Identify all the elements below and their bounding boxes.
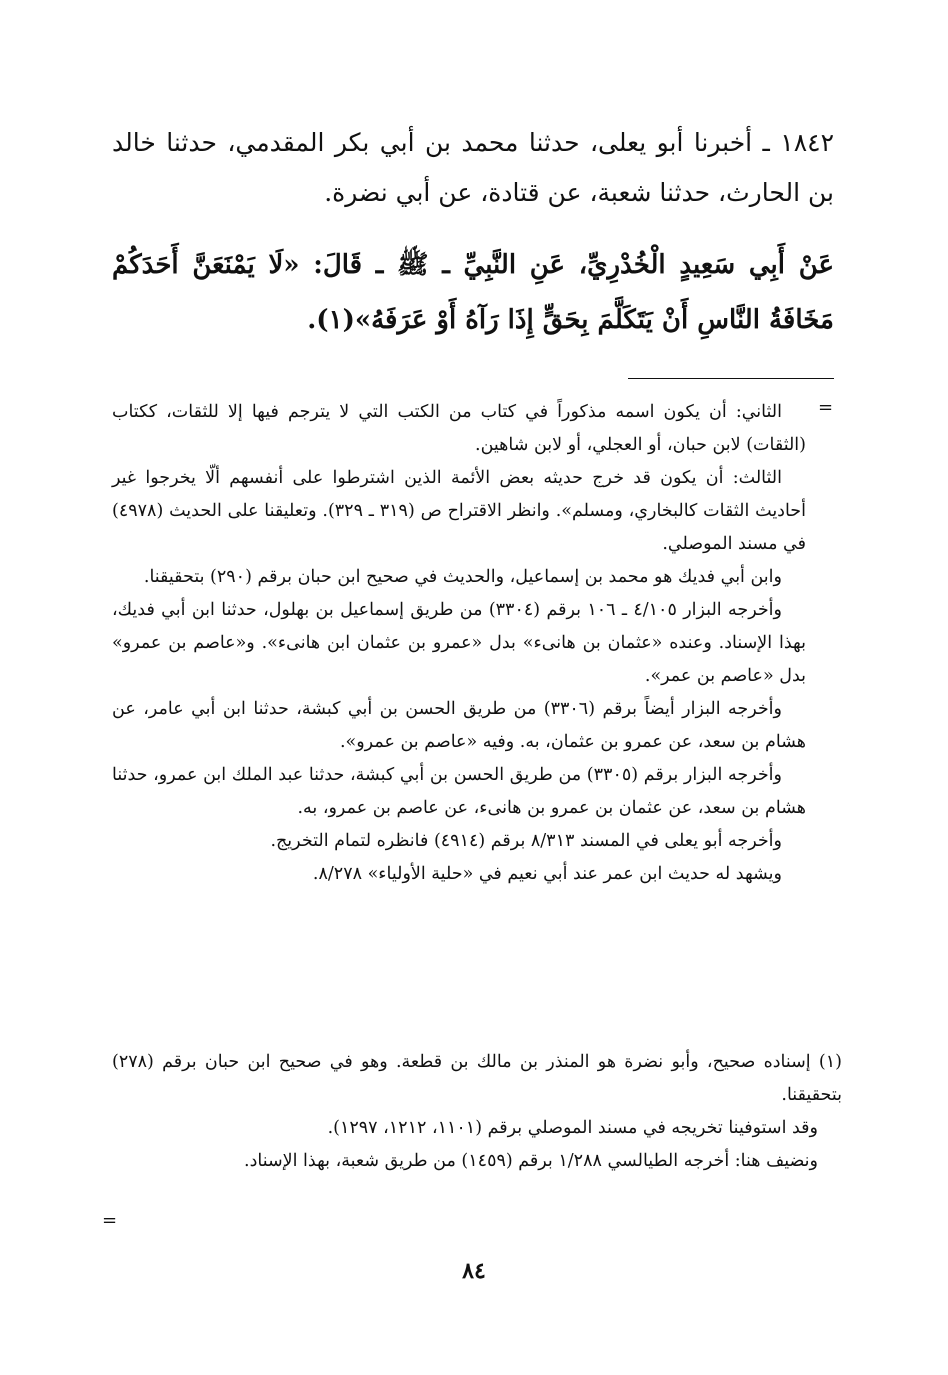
footnote-1 (112, 1046, 842, 1178)
footnote-paragraph: وأخرجه البزار أيضاً برقم (٣٣٠٦) من طريق الحسن بن أبي كبشة، حدثنا ابن أبي عامر، عن هشام بن سعد، عن عمرو بن عثمان، به. وفيه «عاصم بن عمرو». (112, 699, 806, 752)
footnote-1-paragraph: ونضيف هنا: أخرجه الطيالسي ١/٢٨٨ برقم (١٤٥٩) من طريق شعبة، بهذا الإسناد. (244, 1151, 818, 1171)
footnote-paragraph: وابن أبي فديك هو محمد بن إسماعيل، والحديث في صحيح ابن حبان برقم (٢٩٠) بتحقيقنا. (143, 567, 782, 587)
footnotes-continued (112, 396, 806, 891)
footnote-paragraph: وأخرجه البزار ٤/١٠٥ ـ ١٠٦ برقم (٣٣٠٤) من طريق إسماعيل بن بهلول، حدثنا ابن أبي فديك، بهذا الإسناد. وعنده «عثمان بن هانىء» بدل «عمرو بن عثمان ابن هانىء». و«عاصم بن عمرو» بدل «عاصم بن عمر». (112, 600, 806, 686)
hadith-matn: عَنْ أَبِي سَعِيدٍ الْخُدْرِيِّ، عَنِ النَّبِيِّ ـ ﷺ ـ قَالَ: «لَا يَمْنَعَنَّ أَحَدَكُمْ مَخَافَةُ النَّاسِ أَنْ يَتَكَلَّمَ بِحَقٍّ إِذَا رَآهُ أَوْ عَرَفَهُ»(١). (112, 250, 834, 335)
continuation-mark: = (818, 397, 834, 418)
footnote-separator (628, 378, 834, 379)
main-text (112, 118, 834, 218)
footnote-paragraph: وأخرجه البزار برقم (٣٣٠٥) من طريق الحسن بن أبي كبشة، حدثنا عبد الملك ابن عمرو، حدثنا هشام بن سعد، عن عثمان بن عمرو بن هانىء، عن عاصم بن عمرو، به. (112, 765, 806, 818)
footnote-1-paragraph: وقد استوفينا تخريجه في مسند الموصلي برقم (١١٠١، ١٢١٢، ١٢٩٧). (327, 1118, 818, 1138)
footnote-paragraph: الثالث: أن يكون قد خرج حديثه بعض الأئمة الذين اشترطوا على أنفسهم ألّا يخرجوا غير أحاديث الثقات كالبخاري، ومسلم». وانظر الاقتراح ص (٣١٩ ـ ٣٢٩). وتعليقنا على الحديث (٤٩٧٨) في مسند الموصلي. (112, 468, 806, 554)
page-number: ٨٤ (462, 1258, 486, 1284)
footnote-paragraph: ويشهد له حديث ابن عمر عند أبي نعيم في «حلية الأولياء» ٨/٢٧٨. (312, 864, 782, 884)
hadith-text (112, 238, 834, 348)
footnote-1-text: (١) إسناده صحيح، وأبو نضرة هو المنذر بن مالك بن قطعة. وهو في صحيح ابن حبان برقم (٢٧٨) بتحقيقنا. (112, 1052, 842, 1105)
continuation-mark-end: = (102, 1210, 118, 1231)
chain-of-narration: ١٨٤٢ ـ أخبرنا أبو يعلى، حدثنا محمد بن أبي بكر المقدمي، حدثنا خالد بن الحارث، حدثنا شعبة، عن قتادة، عن أبي نضرة. (112, 128, 834, 207)
footnote-paragraph: وأخرجه أبو يعلى في المسند ٨/٣١٣ برقم (٤٩١٤) فانظره لتمام التخريج. (270, 831, 782, 851)
footnote-paragraph: الثاني: أن يكون اسمه مذكوراً في كتاب من الكتب التي لا يترجم فيها إلا للثقات، ككتاب (الثقات) لابن حبان، أو العجلي، أو لابن شاهين. (112, 402, 806, 455)
